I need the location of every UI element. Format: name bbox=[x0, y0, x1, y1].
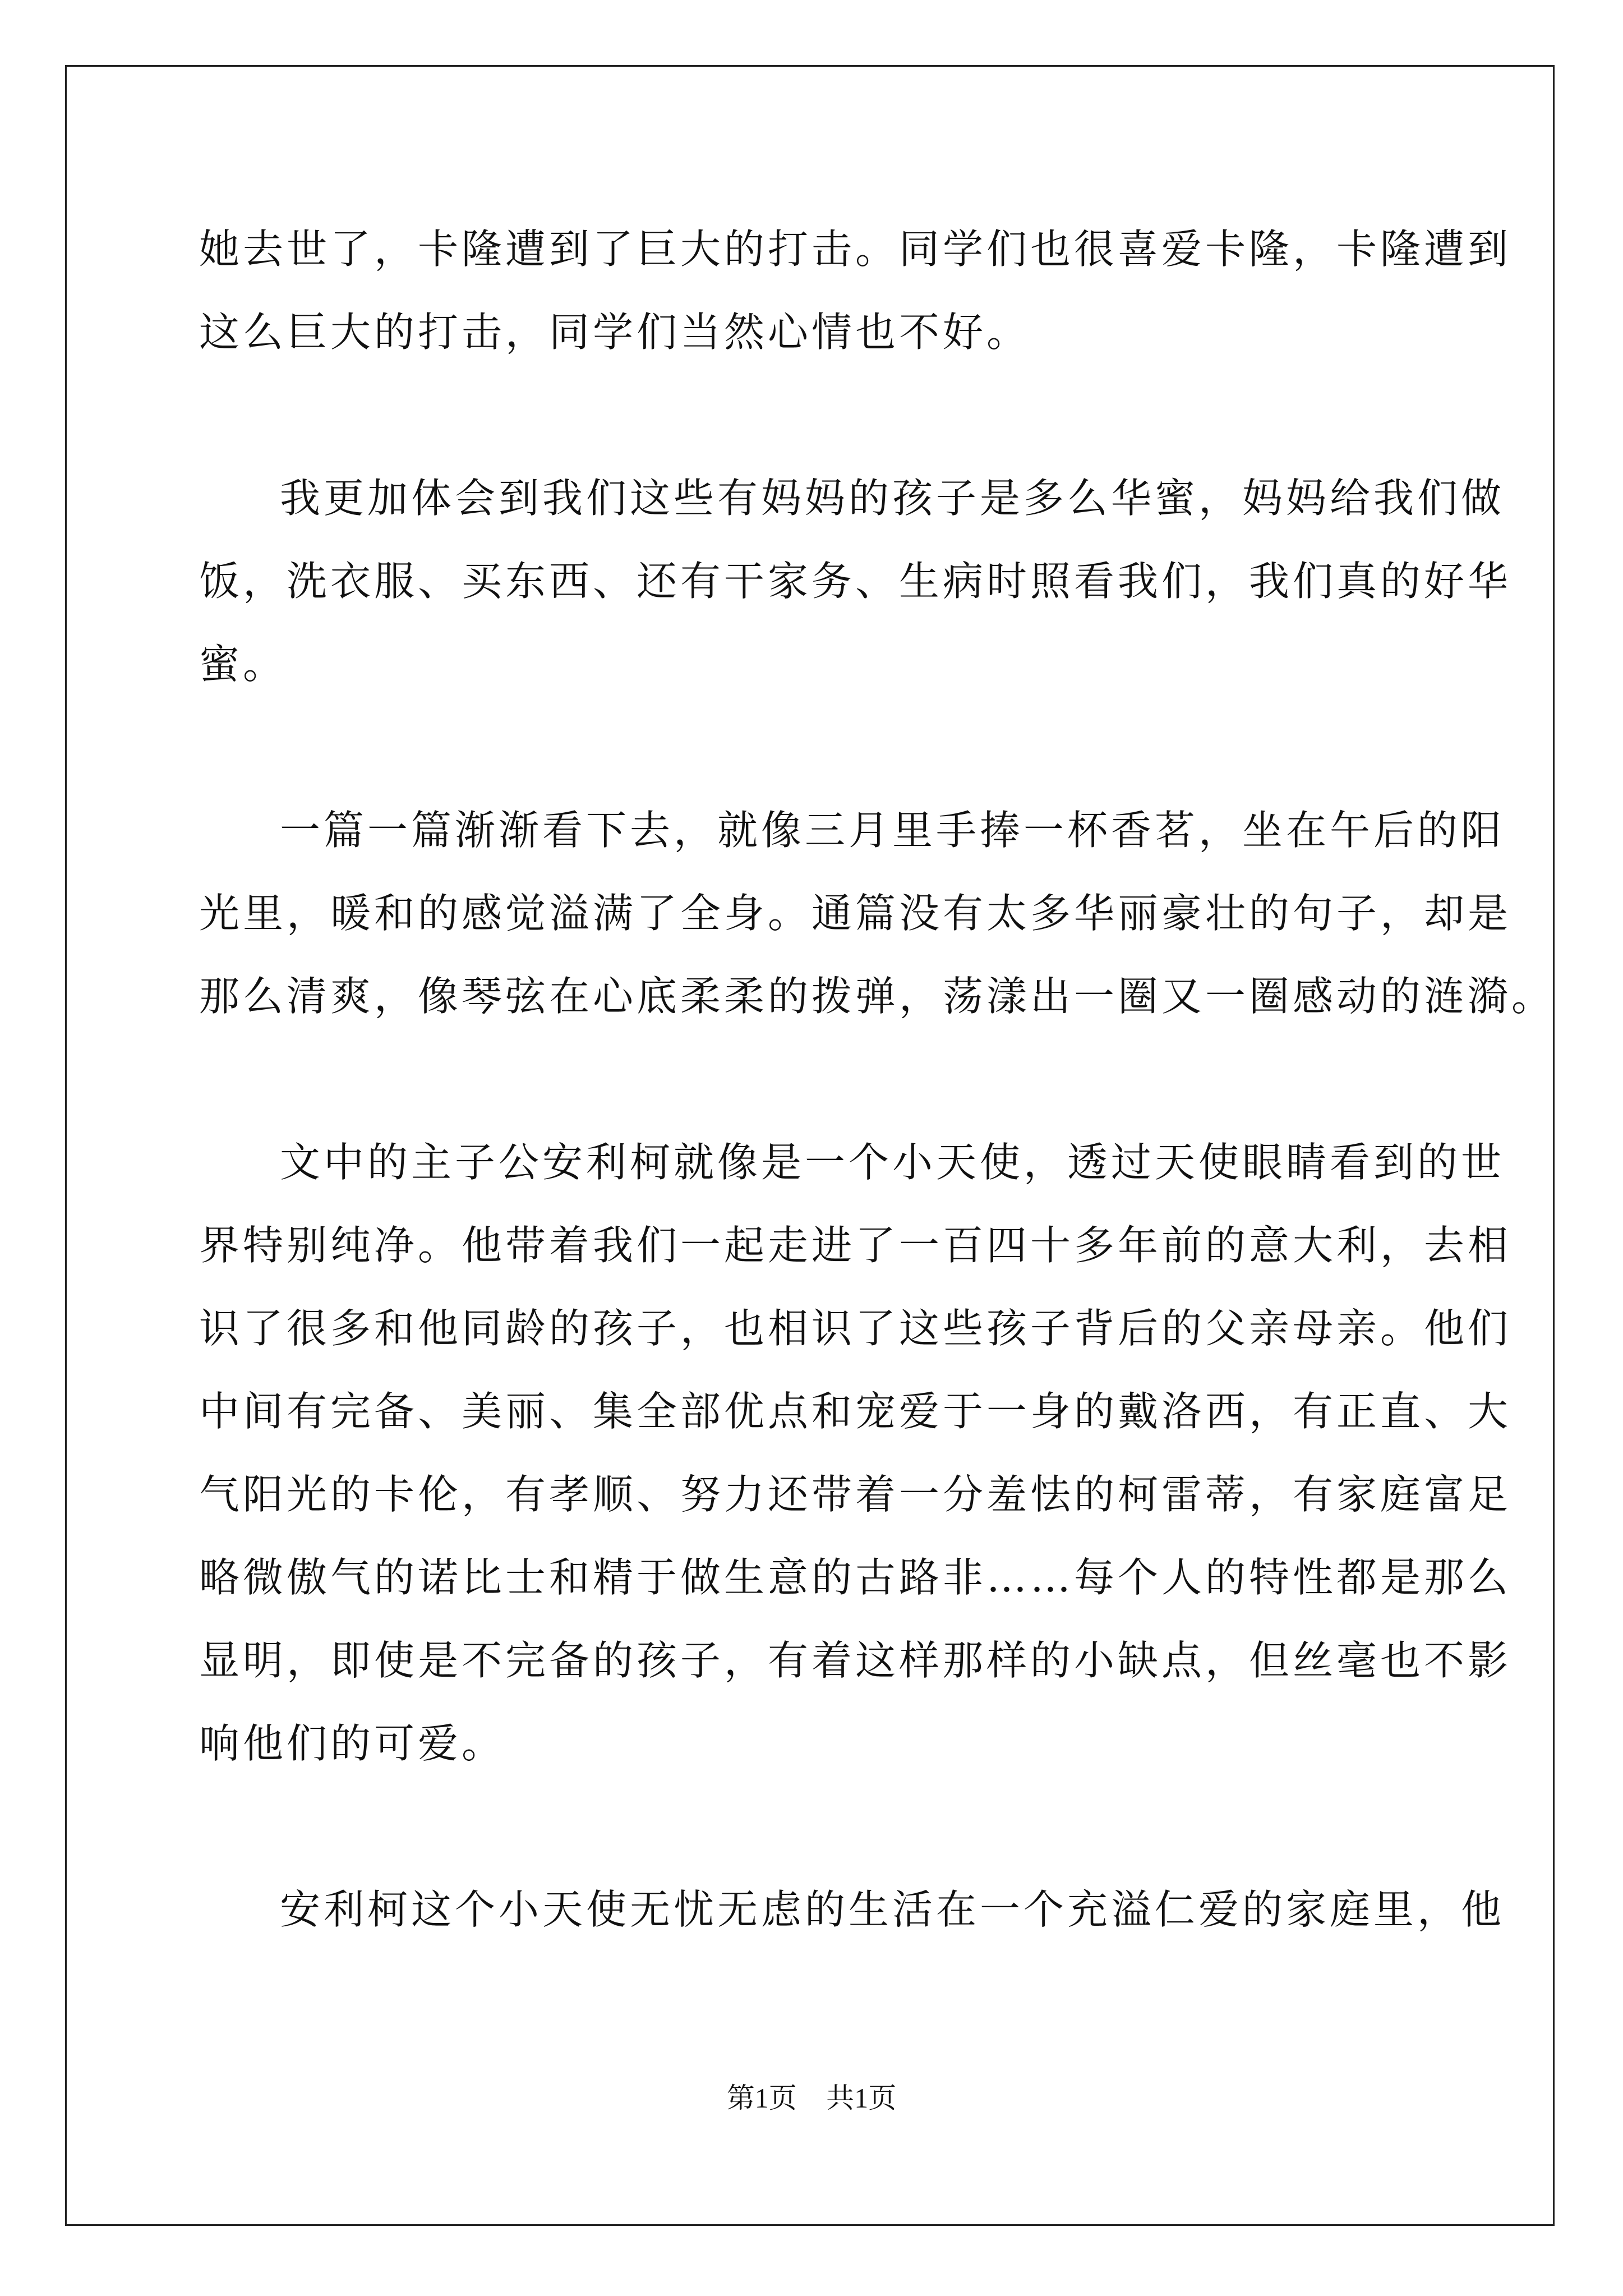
paragraph-gap bbox=[199, 1038, 1433, 1121]
text-line: 略微傲气的诺比士和精于做生意的古路非……每个人的特性都是那么 bbox=[199, 1554, 1512, 1601]
text-line: 蜜。 bbox=[199, 641, 287, 688]
text-line: 安利柯这个小天使无忧无虑的生活在一个充溢仁爱的家庭里，他 bbox=[280, 1886, 1505, 1933]
text-line: 那么清爽，像琴弦在心底柔柔的拨弹，荡漾出一圈又一圈感动的涟漪。 bbox=[199, 973, 1556, 1020]
text-line: 中间有完备、美丽、集全部优点和宠爱于一身的戴洛西，有正直、大 bbox=[199, 1388, 1512, 1435]
text-line: 识了很多和他同龄的孩子，也相识了这些孩子背后的父亲母亲。他们 bbox=[199, 1305, 1512, 1352]
text-line: 她去世了，卡隆遭到了巨大的打击。同学们也很喜爱卡隆，卡隆遭到 bbox=[199, 226, 1512, 273]
paragraph-gap bbox=[199, 374, 1433, 457]
text-line: 光里，暖和的感觉溢满了全身。通篇没有太多华丽豪壮的句子，却是 bbox=[199, 890, 1512, 937]
text-line: 显明，即使是不完备的孩子，有着这样那样的小缺点，但丝毫也不影 bbox=[199, 1637, 1512, 1684]
text-line: 这么巨大的打击，同学们当然心情也不好。 bbox=[199, 309, 1031, 356]
text-line: 一篇一篇渐渐看下去，就像三月里手捧一杯香茗，坐在午后的阳 bbox=[280, 807, 1505, 854]
document-body bbox=[199, 208, 1556, 1951]
text-line: 我更加体会到我们这些有妈妈的孩子是多么华蜜，妈妈给我们做 bbox=[280, 475, 1505, 522]
text-line: 文中的主子公安利柯就像是一个小天使，透过天使眼睛看到的世 bbox=[280, 1139, 1505, 1186]
page-number-current: 第1页 bbox=[726, 2082, 797, 2114]
text-line: 响他们的可爱。 bbox=[199, 1720, 506, 1767]
paragraph-gap bbox=[199, 706, 1433, 789]
paragraph-gap bbox=[199, 1785, 1433, 1868]
text-line: 气阳光的卡伦，有孝顺、努力还带着一分羞怯的柯雷蒂，有家庭富足 bbox=[199, 1471, 1512, 1518]
page-footer bbox=[0, 2081, 1623, 2115]
text-line: 饭，洗衣服、买东西、还有干家务、生病时照看我们，我们真的好华 bbox=[199, 558, 1512, 605]
text-line: 界特别纯净。他带着我们一起走进了一百四十多年前的意大利，去相 bbox=[199, 1222, 1512, 1269]
page-number-total: 共1页 bbox=[826, 2082, 897, 2114]
